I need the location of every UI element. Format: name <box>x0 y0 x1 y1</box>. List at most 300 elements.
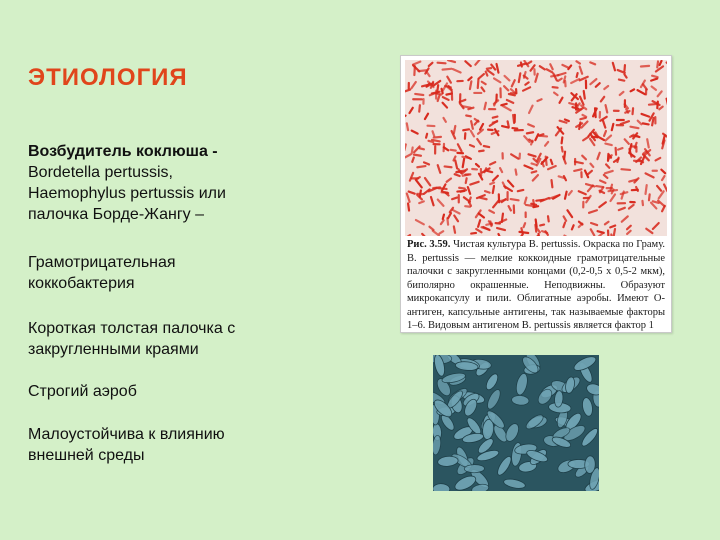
stained-bacterium <box>447 77 451 83</box>
stained-bacterium <box>448 60 455 62</box>
stained-bacterium <box>606 105 608 112</box>
stained-bacterium <box>490 162 495 164</box>
stained-bacterium <box>535 134 538 140</box>
stained-bacterium <box>548 216 549 221</box>
stained-bacterium <box>651 203 656 209</box>
stained-bacterium <box>444 118 446 122</box>
stained-bacterium <box>631 89 635 91</box>
stained-bacterium <box>605 144 611 146</box>
fact-gram-line1: Грамотрицательная <box>28 254 176 271</box>
stained-bacterium <box>493 186 494 193</box>
stained-bacterium <box>494 100 496 105</box>
bacterium-cell <box>585 382 599 397</box>
stained-bacterium <box>512 80 515 86</box>
stained-bacterium <box>478 79 479 88</box>
stained-bacterium <box>612 124 614 130</box>
fact-aerobe <box>28 381 358 402</box>
stained-bacterium <box>627 231 631 234</box>
stained-bacterium <box>465 61 470 66</box>
stained-bacterium <box>633 108 634 114</box>
stained-bacterium <box>470 145 474 147</box>
stained-bacterium <box>445 86 451 87</box>
stained-bacterium <box>519 73 521 82</box>
bacterium-cell <box>437 455 458 467</box>
stained-bacterium <box>426 134 427 138</box>
stained-bacterium <box>649 194 650 200</box>
pathogen-latin-name: Bordetella pertussis, <box>28 164 173 181</box>
stained-bacterium <box>523 87 530 90</box>
stained-bacterium <box>409 108 412 113</box>
stained-bacterium <box>659 107 662 110</box>
gram-stain-figure <box>400 55 672 333</box>
stained-bacterium <box>532 163 536 164</box>
stained-bacterium <box>591 229 595 235</box>
stained-bacterium <box>653 223 659 229</box>
stained-bacterium <box>457 191 464 192</box>
stained-bacterium <box>410 173 413 181</box>
stained-bacterium <box>470 81 471 89</box>
stained-bacterium <box>565 192 567 199</box>
stained-bacterium <box>553 87 558 88</box>
stained-bacterium <box>582 156 586 160</box>
stained-bacterium <box>454 126 455 133</box>
stained-bacterium <box>405 90 410 92</box>
stained-bacterium <box>524 223 526 227</box>
stained-bacterium <box>545 231 547 235</box>
stained-bacterium <box>574 169 581 171</box>
stained-bacterium <box>447 179 451 182</box>
bacterium-cell <box>503 477 526 490</box>
stained-bacterium <box>508 121 509 126</box>
stained-bacterium <box>562 65 568 68</box>
fact-shape-line1: Короткая толстая палочка с <box>28 320 236 337</box>
stained-bacterium <box>604 86 608 89</box>
stained-bacterium <box>500 168 502 172</box>
stained-bacterium <box>590 62 595 64</box>
stained-bacterium <box>657 186 661 191</box>
bacterium-cell <box>464 464 484 473</box>
stained-bacterium <box>627 226 631 229</box>
stained-bacterium <box>448 213 451 218</box>
fact-shape-line2: закругленными краями <box>28 341 199 358</box>
stained-bacterium <box>601 97 604 102</box>
stained-bacterium <box>631 127 639 128</box>
stained-bacterium <box>558 79 562 81</box>
stained-bacterium <box>505 76 510 80</box>
stained-bacterium <box>591 223 597 225</box>
stained-bacterium <box>638 121 642 125</box>
stained-bacterium <box>455 161 457 169</box>
fact-shape <box>28 318 358 360</box>
stained-bacterium <box>453 69 461 72</box>
stained-bacterium <box>568 65 571 69</box>
stained-bacterium <box>493 176 498 181</box>
pathogen-eponym: палочка Борде-Жангу – <box>28 206 205 223</box>
stained-bacterium <box>621 121 629 124</box>
stained-bacterium <box>427 72 430 76</box>
stained-bacterium <box>422 234 425 236</box>
stained-bacterium <box>445 166 452 167</box>
stained-bacterium <box>438 200 444 206</box>
stained-bacterium <box>605 136 611 141</box>
stained-bacterium <box>567 210 572 217</box>
stained-bacterium <box>524 61 528 66</box>
stained-bacterium <box>630 144 632 152</box>
stained-bacterium <box>415 94 423 95</box>
stained-bacterium <box>443 192 448 193</box>
stained-bacterium <box>502 214 503 222</box>
stained-bacterium <box>471 233 476 234</box>
stained-bacterium <box>463 159 464 167</box>
stained-bacterium <box>459 188 465 189</box>
stained-bacterium <box>624 74 626 77</box>
stained-bacterium <box>419 105 420 111</box>
figure-caption-label: Рис. 3.59. <box>407 239 451 250</box>
stained-bacterium <box>603 121 605 128</box>
stained-bacterium <box>441 220 444 224</box>
stained-bacterium <box>537 99 541 101</box>
stained-bacterium <box>503 106 511 110</box>
stained-bacterium <box>577 73 578 77</box>
stained-bacterium <box>656 158 661 160</box>
stained-bacterium <box>407 194 410 202</box>
stained-bacterium <box>610 194 615 201</box>
stained-bacterium <box>484 103 485 109</box>
stained-bacterium <box>433 131 435 136</box>
stained-bacterium <box>405 154 410 158</box>
stained-bacterium <box>617 158 618 162</box>
stained-bacterium <box>478 220 480 227</box>
stained-bacterium <box>454 226 455 232</box>
stained-bacterium <box>528 124 534 126</box>
stained-bacterium <box>552 180 553 187</box>
stained-bacterium <box>465 206 470 207</box>
stained-bacterium <box>527 132 533 133</box>
stained-bacterium <box>662 176 665 180</box>
gram-stain-drawing <box>405 60 667 236</box>
stained-bacterium <box>564 216 567 220</box>
stained-bacterium <box>564 176 566 180</box>
stained-bacterium <box>439 231 443 233</box>
stained-bacterium <box>589 210 597 213</box>
stained-bacterium <box>463 106 470 107</box>
fact-stability <box>28 424 358 466</box>
stained-bacterium <box>485 191 490 192</box>
stained-bacterium <box>588 171 592 174</box>
stained-bacterium <box>525 82 528 84</box>
stained-bacterium <box>429 63 433 66</box>
stained-bacterium <box>629 153 634 157</box>
stained-bacterium <box>558 73 566 75</box>
stained-bacterium <box>502 126 508 128</box>
stained-bacterium <box>562 137 563 143</box>
stained-bacterium <box>408 203 409 210</box>
stained-bacterium <box>407 235 410 236</box>
stained-bacterium <box>584 91 585 99</box>
stained-bacterium <box>613 63 615 71</box>
stained-bacterium <box>466 116 471 117</box>
stained-bacterium <box>412 158 414 162</box>
stained-bacterium <box>533 175 538 180</box>
stained-bacterium <box>501 104 506 105</box>
stained-bacterium <box>545 142 548 146</box>
bacterium-cell <box>484 372 500 392</box>
stained-bacterium <box>431 197 434 205</box>
stained-bacterium <box>652 87 656 90</box>
stained-bacterium <box>529 154 536 156</box>
stained-bacterium <box>482 87 485 91</box>
stained-bacterium <box>509 206 511 210</box>
stained-bacterium <box>438 95 440 101</box>
stained-bacterium <box>646 185 647 194</box>
stained-bacterium <box>416 220 424 224</box>
stained-bacterium <box>565 119 569 121</box>
stained-bacterium <box>479 151 484 152</box>
stained-bacterium <box>526 205 534 206</box>
stained-bacterium <box>562 147 563 151</box>
pathogen-lead: Возбудитель коклюша - <box>28 143 218 160</box>
bacterium-cell <box>564 376 575 394</box>
stained-bacterium <box>610 226 615 228</box>
stained-bacterium <box>646 229 652 233</box>
stained-bacterium <box>471 121 473 129</box>
stained-bacterium <box>486 72 488 76</box>
stained-bacterium <box>442 89 443 93</box>
stained-bacterium <box>447 218 448 225</box>
stained-bacterium <box>490 221 491 226</box>
stained-bacterium <box>559 98 562 103</box>
figure-caption <box>407 238 665 333</box>
stained-bacterium <box>484 146 489 147</box>
stained-bacterium <box>564 152 565 160</box>
stained-bacterium <box>560 121 567 123</box>
stained-bacterium <box>604 175 608 178</box>
stained-bacterium <box>551 160 553 164</box>
stained-bacterium <box>516 170 517 175</box>
stained-bacterium <box>599 202 606 207</box>
stained-bacterium <box>519 232 528 233</box>
stained-bacterium <box>642 114 650 117</box>
stained-bacterium <box>576 61 579 63</box>
bacterium-cell <box>514 372 529 396</box>
stained-bacterium <box>478 74 483 79</box>
stained-bacterium <box>532 171 537 172</box>
stained-bacterium <box>540 136 547 137</box>
fact-gram-line2: коккобактерия <box>28 275 135 292</box>
stained-bacterium <box>518 190 524 191</box>
stained-bacterium <box>443 215 444 219</box>
stained-bacterium <box>652 118 653 125</box>
fact-stability-line2: внешней среды <box>28 447 145 464</box>
stained-bacterium <box>572 225 574 229</box>
stained-bacterium <box>659 191 664 198</box>
stained-bacterium <box>477 139 481 144</box>
stained-bacterium <box>482 227 489 229</box>
stained-bacterium <box>443 103 447 108</box>
stained-bacterium <box>493 201 498 208</box>
stained-bacterium <box>524 166 532 169</box>
stained-bacterium <box>463 129 469 130</box>
bacterium-cell <box>495 454 513 477</box>
stained-bacterium <box>535 225 536 232</box>
fact-stability-line1: Малоустойчива к влиянию <box>28 426 225 443</box>
stained-bacterium <box>605 171 613 173</box>
stained-bacterium <box>625 139 629 144</box>
stained-bacterium <box>458 144 462 151</box>
stained-bacterium <box>470 182 478 185</box>
stained-bacterium <box>466 178 467 183</box>
stained-bacterium <box>621 169 630 170</box>
stained-bacterium <box>487 70 493 74</box>
pathogen-synonym: Haemophylus pertussis или <box>28 185 226 202</box>
stained-bacterium <box>497 64 499 73</box>
stained-bacterium <box>579 191 586 194</box>
stained-bacterium <box>658 91 662 96</box>
stained-bacterium <box>643 84 647 89</box>
stained-bacterium <box>649 104 658 105</box>
stained-bacterium <box>453 210 460 213</box>
stained-bacterium <box>500 200 505 202</box>
stained-bacterium <box>479 213 484 217</box>
bacterium-cell <box>581 397 594 417</box>
stained-bacterium <box>416 180 422 187</box>
stained-bacterium <box>563 223 565 228</box>
stained-bacterium <box>425 114 428 119</box>
stained-bacterium <box>494 78 500 82</box>
stained-bacterium <box>590 164 593 167</box>
stained-bacterium <box>511 199 519 200</box>
bacterium-cell <box>433 483 450 491</box>
stained-bacterium <box>550 64 552 69</box>
stained-bacterium <box>540 225 544 226</box>
stained-bacterium <box>487 68 491 69</box>
stained-bacterium <box>414 155 421 156</box>
stained-bacterium <box>571 79 579 83</box>
stained-bacterium <box>583 137 588 141</box>
stained-bacterium <box>604 131 606 136</box>
stained-bacterium <box>429 141 434 142</box>
stained-bacterium <box>548 166 556 169</box>
stained-bacterium <box>597 153 599 159</box>
stained-bacterium <box>580 118 585 119</box>
stained-bacterium <box>414 146 419 152</box>
fact-aerobe-line1: Строгий аэроб <box>28 383 137 400</box>
stained-bacterium <box>537 228 540 232</box>
stained-bacterium <box>433 231 439 236</box>
stained-bacterium <box>476 229 481 232</box>
stained-bacterium <box>412 147 413 153</box>
stained-bacterium <box>413 62 420 65</box>
stained-bacterium <box>438 165 441 173</box>
stained-bacterium <box>482 82 486 84</box>
stained-bacterium <box>596 186 603 187</box>
stained-bacterium <box>407 123 408 130</box>
stained-bacterium <box>619 208 625 210</box>
stained-bacterium <box>424 162 429 164</box>
stained-bacterium <box>660 61 662 65</box>
stained-bacterium <box>661 170 665 174</box>
stained-bacterium <box>620 92 624 95</box>
stained-bacterium <box>405 144 406 150</box>
stained-bacterium <box>662 206 665 211</box>
stained-bacterium <box>622 216 628 221</box>
bacterium-cell <box>485 388 503 411</box>
stained-bacterium <box>521 62 522 66</box>
stained-bacterium <box>540 66 545 69</box>
stained-bacterium <box>463 175 469 176</box>
stained-bacterium <box>569 191 572 195</box>
stained-bacterium <box>652 76 658 77</box>
stained-bacterium <box>425 178 430 185</box>
stained-bacterium <box>598 233 603 236</box>
stained-bacterium <box>451 150 456 151</box>
stained-bacterium <box>429 227 433 230</box>
stained-bacterium <box>651 79 657 81</box>
stained-bacterium <box>554 93 557 96</box>
electron-micrograph <box>433 355 599 491</box>
stained-bacterium <box>595 108 596 117</box>
stained-bacterium <box>583 115 587 117</box>
stained-bacterium <box>508 181 513 187</box>
stained-bacterium <box>564 76 566 82</box>
stained-bacterium <box>596 83 600 87</box>
stained-bacterium <box>629 205 634 209</box>
stained-bacterium <box>443 69 452 70</box>
stained-bacterium <box>497 228 505 230</box>
stained-bacterium <box>476 164 479 167</box>
stained-bacterium <box>454 216 458 222</box>
stained-bacterium <box>646 173 654 177</box>
stained-bacterium <box>438 63 446 64</box>
stained-bacterium <box>504 86 508 90</box>
stained-bacterium <box>580 67 582 74</box>
stained-bacterium <box>619 80 624 81</box>
stained-bacterium <box>605 222 609 225</box>
gram-stain-image <box>405 60 667 236</box>
stained-bacterium <box>489 210 494 212</box>
stained-bacterium <box>409 192 415 194</box>
stained-bacterium <box>493 117 498 118</box>
stained-bacterium <box>456 172 462 173</box>
stained-bacterium <box>618 148 622 150</box>
stained-bacterium <box>613 229 615 236</box>
fact-gram <box>28 252 358 294</box>
stained-bacterium <box>525 198 527 204</box>
stained-bacterium <box>535 74 537 82</box>
stained-bacterium <box>547 69 553 72</box>
stained-bacterium <box>511 154 518 158</box>
slide-title: ЭТИОЛОГИЯ <box>28 64 188 91</box>
stained-bacterium <box>434 137 441 138</box>
stained-bacterium <box>498 234 501 236</box>
stained-bacterium <box>579 224 583 227</box>
stained-bacterium <box>417 166 425 167</box>
stained-bacterium <box>664 184 667 191</box>
stained-bacterium <box>455 174 460 176</box>
stained-bacterium <box>625 111 629 113</box>
figure-caption-text: Чистая культура B. pertussis. Окраска по Граму. B. pertussis — мелкие коккоидные грамотрицательные палочки с закругленными концами (0,2-0,5 х 0,5-2 мкм), биполярно окрашенные. Неподвижны. Образуют микрокапсулу и пили. Облигатные аэробы. Имеют О-антиген, капсульные антигены, так называемые факторы 1–6. Видовым антигеном B. pertussis является фактор 1 <box>407 239 666 331</box>
stained-bacterium <box>495 129 498 135</box>
stained-bacterium <box>405 116 406 119</box>
stained-bacterium <box>419 148 423 149</box>
stained-bacterium <box>641 66 649 67</box>
stained-bacterium <box>418 70 426 71</box>
stained-bacterium <box>443 97 449 100</box>
stained-bacterium <box>452 198 457 200</box>
stained-bacterium <box>490 183 494 184</box>
stained-bacterium <box>412 131 418 134</box>
stained-bacterium <box>520 234 523 236</box>
